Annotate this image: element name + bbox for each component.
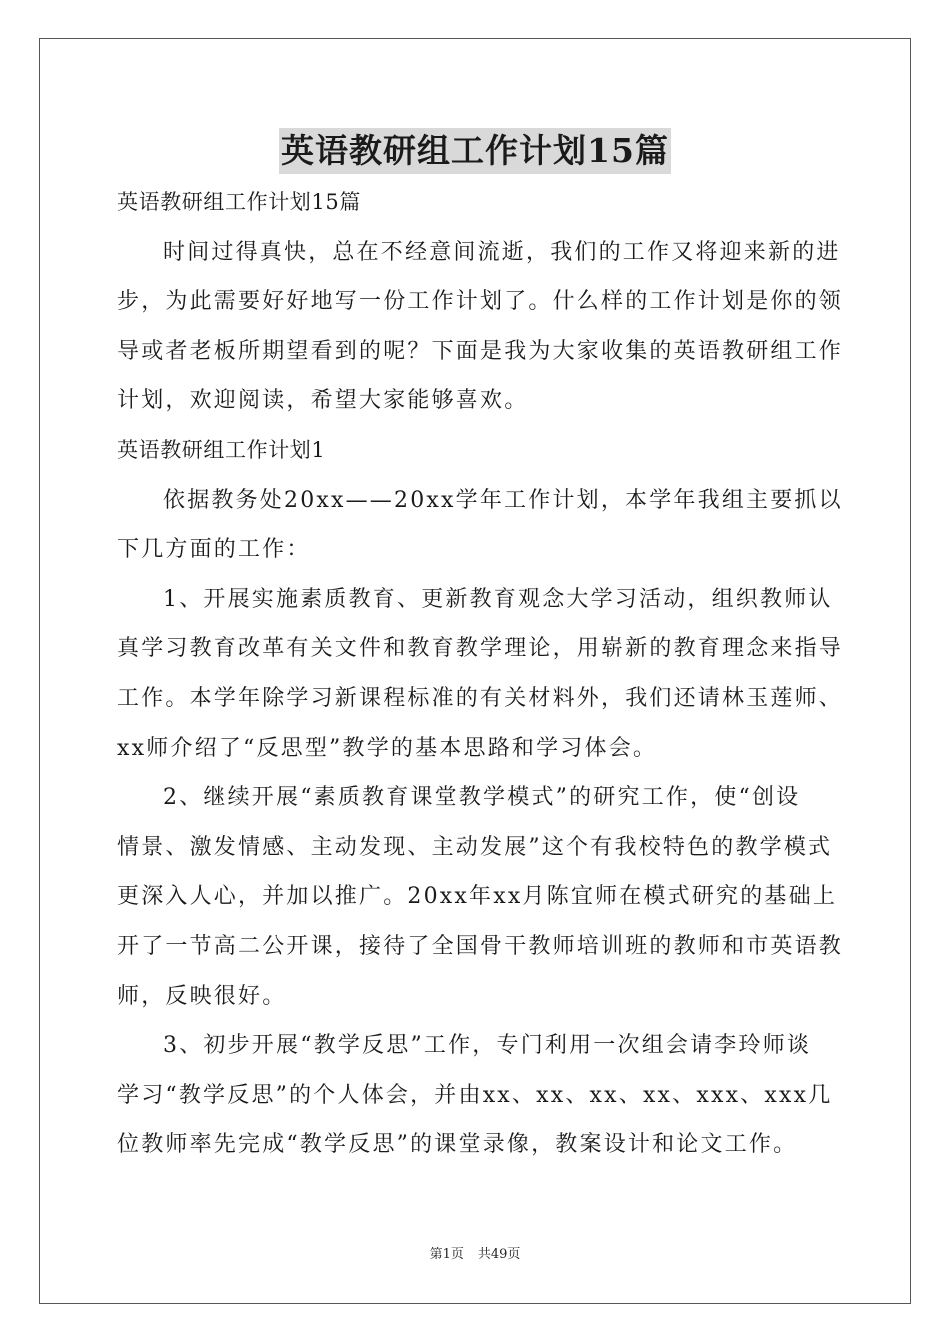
body-line: 步，为此需要好好地写一份工作计划了。什么样的工作计划是你的领 [117,289,844,315]
body-line: 工作。本学年除学习新课程标准的有关材料外，我们还请林玉莲师、 [117,685,844,711]
body-line: 位教师率先完成“教学反思”的课堂录像，教案设计和论文工作。 [117,1132,798,1158]
body-line: 依据教务处20xx——20xx学年工作计划，本学年我组主要抓以 [163,487,843,513]
body-line: 更深入人心，并加以推广。20xx年xx月陈宜师在模式研究的基础上 [117,884,838,910]
body-line: 学习“教学反思”的个人体会，并由xx、xx、xx、xx、xxx、xxx几 [117,1082,833,1108]
body-line: 时间过得真快，总在不经意间流逝，我们的工作又将迎来新的进 [163,239,841,265]
document-body [117,178,844,1170]
document-title-container [0,128,950,174]
body-line: 2、继续开展“素质教育课堂教学模式”的研究工作，使“创设 [163,785,801,811]
page-footer [0,1243,950,1262]
body-line: 师，反映很好。 [117,983,287,1009]
page-number: 第1页 [429,1247,464,1262]
body-line: 1、开展实施素质教育、更新教育观念大学习活动，组织教师认 [163,586,833,612]
body-line: 开了一节高二公开课，接待了全国骨干教师培训班的教师和市英语教 [117,933,844,959]
page-total: 共49页 [477,1247,521,1262]
body-line: 计划，欢迎阅读，希望大家能够喜欢。 [117,388,529,414]
body-line: xx师介绍了“反思型”教学的基本思路和学习体会。 [117,735,658,761]
body-line: 真学习教育改革有关文件和教育教学理论，用崭新的教育理念来指导 [117,636,844,662]
document-subtitle: 英语教研组工作计划15篇 [117,190,361,214]
body-line: 情景、激发情感、主动发现、主动发展”这个有我校特色的教学模式 [117,834,833,860]
document-title: 英语教研组工作计划15篇 [279,128,671,174]
body-line: 导或者老板所期望看到的呢？下面是我为大家收集的英语教研组工作 [117,338,844,364]
body-line: 下几方面的工作： [117,537,311,563]
section-heading: 英语教研组工作计划1 [117,437,326,462]
body-line: 3、初步开展“教学反思”工作，专门利用一次组会请李玲师谈 [163,1033,812,1059]
